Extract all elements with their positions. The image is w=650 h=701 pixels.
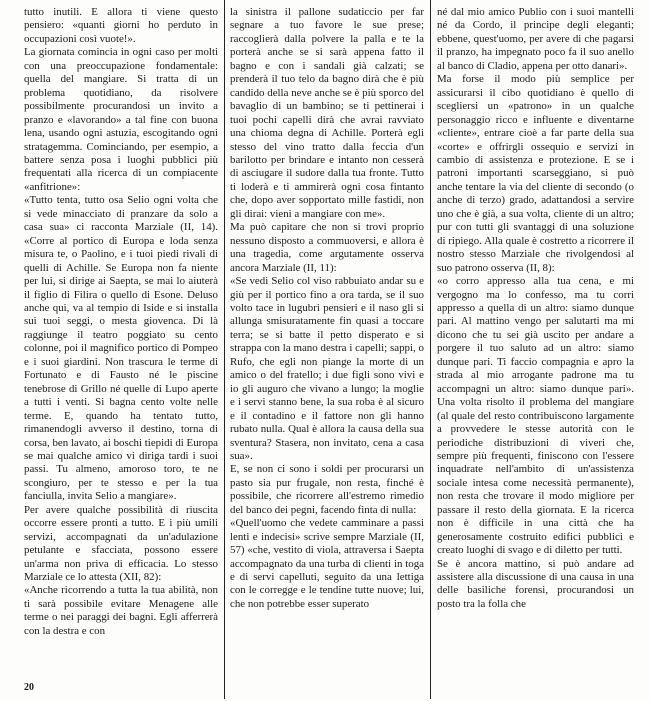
paragraph: né dal mio amico Publio con i suoi mantelli né da Cordo, il principe degli eleganti; ebbene, quest'uomo, per avere di che pagarsi il pranzo, ha impegnato poco fa il suo anello al banco di Cladio, appena per otto danari». — [437, 6, 634, 72]
quotation-paragraph: «Se vedi Selio col viso rabbuiato andar su e giù per il portico fino a ora tarda, se il suo volto tace in lugubri pensieri e il naso gli si allunga smisuratamente fin quasi a toccare terra; se si batte il petto disperato e si strappa con la mano destra i capelli; sappi, o Rufo, che egli non piange la morte di un amico o del fratello; i due figli sono vivi e io gli auguro che vivano a lungo; la moglie e i servi stanno bene, la sua roba è al sicuro e il contadino e il fattore non gli hanno rubato nulla. Qual è allora la causa della sua sventura? Stasera, non invitato, cena a casa sua». — [230, 275, 424, 462]
paragraph: tutto inutili. E allora ti viene questo pensiero: «quanti giorni ho perduto in occupazioni così vuote!». — [24, 6, 218, 45]
paragraph: Per avere qualche possibilità di riuscita occorre essere pronti a tutto. E i più umili servizi, accompagnati da un'adulazione petulante e sfacciata, possono essere un'arma non priva di efficacia. Lo stesso Marziale ce lo attesta (XII, 82): — [24, 503, 218, 584]
text-column-1 — [24, 6, 218, 693]
text-column-3 — [437, 6, 634, 693]
paragraph: Se è ancora mattino, si può andare ad assistere alla discussione di una causa in una delle basiliche forensi, procurandosi un posto tra la folla che — [437, 557, 634, 610]
paragraph: Ma può capitare che non si trovi proprio nessuno disposto a commuoversi, e allora è una tragedia, come argutamente osserva ancora Marziale (II, 11): — [230, 221, 424, 274]
page-number: 20 — [24, 682, 34, 693]
column-divider — [224, 0, 225, 699]
column-divider — [430, 0, 431, 699]
quotation-paragraph: «Anche ricorrendo a tutta la tua abilità, non ti sarà possibile evitare Menagene alle terme o nei paraggi dei bagni. Egli afferrerà con la destra e con — [24, 584, 218, 637]
paragraph: la sinistra il pallone sudaticcio per far segnare a tuo favore le sue prese; raccoglierà dalla polvere la palla e te la porterà anche se si sarà appena fatto il bagno e con i sandali già calzati; se prenderà il tuo telo da bagno dirà che è più candido della neve anche se è più sporco del bavaglio di un bambino; se ti pettinerai i tuoi pochi capelli dirà che avrai ravviato una chioma degna di Achille. Porterà egli stesso del vino tratto dalla feccia d'un barilotto per brindare e intanto non cesserà di asciugare il sudore dalla tua fronte. Tutto ti loderà e ti ammirerà ogni cosa fintanto che, dopo aver sopportato mille fastidi, non gli dirai: vieni a mangiare con me». — [230, 6, 424, 220]
paragraph: E, se non ci sono i soldi per procurarsi un pasto sia pur frugale, non resta, finché è possibile, che ricorrere all'estremo rimedio del banco dei pegni, facendo finta di nulla: — [230, 463, 424, 516]
quotation-paragraph: «o corro appresso alla tua cena, e mi vergogno ma lo confesso, ma tu corri appresso a quella di un altro: siamo dunque pari. Al mattino vengo per salutarti ma mi dicono che tu sei già uscito per andare a porgere il tuo saluto ad un altro: siamo dunque pari. Ti faccio compagnia e apro la strada al mio arrogante padrone ma tu accompagni un altro: siamo dunque pari». Una volta risolto il problema del mangiare (al quale del resto contribuiscono largamente a provvedere le stesse autorità con le periodiche distribuzioni di viveri che, sempre più frequenti, finiscono con l'essere inquadrate nell'ambito di un'assistenza sociale intesa come necessità permanente), non resta che trovare il modo migliore per passare il resto della giornata. E la ricerca non è difficile in una città che ha generosamente costruito edifici pubblici e creato luoghi di svago e di diletto per tutti. — [437, 275, 634, 557]
quotation-paragraph: «Tutto tenta, tutto osa Selio ogni volta che si vede minacciato di pranzare da solo a casa sua» ci racconta Marziale (II, 14). «Corre al portico di Europa e loda senza misura te, o Paolino, e i tuoi piedi rivali di quelli di Achille. Se Europa non fa niente per lui, si dirige ai Saepta, se mai lo aiuterà il figlio di Filira o quello di Esone. Deluso anche qui, va al tempio di Iside e si installa sui tuoi seggi, o mesta giovenca. Di là raggiunge il teatro poggiato su cento colonne, poi il magnifico portico di Pompeo e i suoi giardini. Non trascura le terme di Fortunato e di Fausto né le piscine tenebrose di Grillo né quelle di Lupo aperte a tutti i venti. Si bagna cento volte nelle terme. E, quando ha tentato tutto, rimanendogli avverso il destino, torna di corsa, ben lavato, ai boschi tiepidi di Europa se mai qualche amico vi diriga tardi i suoi passi. Tu almeno, amoroso toro, te ne scongiuro, per te stesso e per la tua fanciulla, invita Selio a mangiare». — [24, 194, 218, 503]
quotation-paragraph: «Quell'uomo che vedete camminare a passi lenti e indecisi» scrive sempre Marziale (II, 57) «che, vestito di viola, attraversa i Saepta accompagnato da una turba di clienti in toga e di servi capelluti, seguito da una lettiga con le corregge e le tendine tutte nuove; lui, che non potrebbe esser superato — [230, 517, 424, 610]
paragraph: La giornata comincia in ogni caso per molti con una preoccupazione fondamentale: quella del mangiare. Si tratta di un problema quotidiano, da risolvere possibilmente procurandosi un invito a pranzo e «lavorando» a tal fine con buona lena, usando ogni astuzia, escogitando ogni stratagemma. Cominciando, per esempio, a battere senza posa i luoghi pubblici più frequentati alla ricerca di un compiacente «anfitrione»: — [24, 46, 218, 193]
text-column-2 — [230, 6, 424, 693]
paragraph: Ma forse il modo più semplice per assicurarsi il cibo quotidiano è quello di scegliersi un «patrono» in un qualche personaggio ricco e influente e diventarne «cliente», entrare cioè a far parte della sua «corte» e offrirgli ossequio e servizi in cambio di assistenza e protezione. E se i patroni importanti scarseggiano, si può anche tentare la via del cliente di secondo (o anche di terzo) grado, adattandosi a servire uno che è già, a sua volta, cliente di un altro; pur con tutti gli svantaggi di una soluzione di ripiego. Alla quale è costretto a ricorrere il nostro stesso Marziale che rivolgendosi al suo patrono osserva (II, 8): — [437, 73, 634, 274]
